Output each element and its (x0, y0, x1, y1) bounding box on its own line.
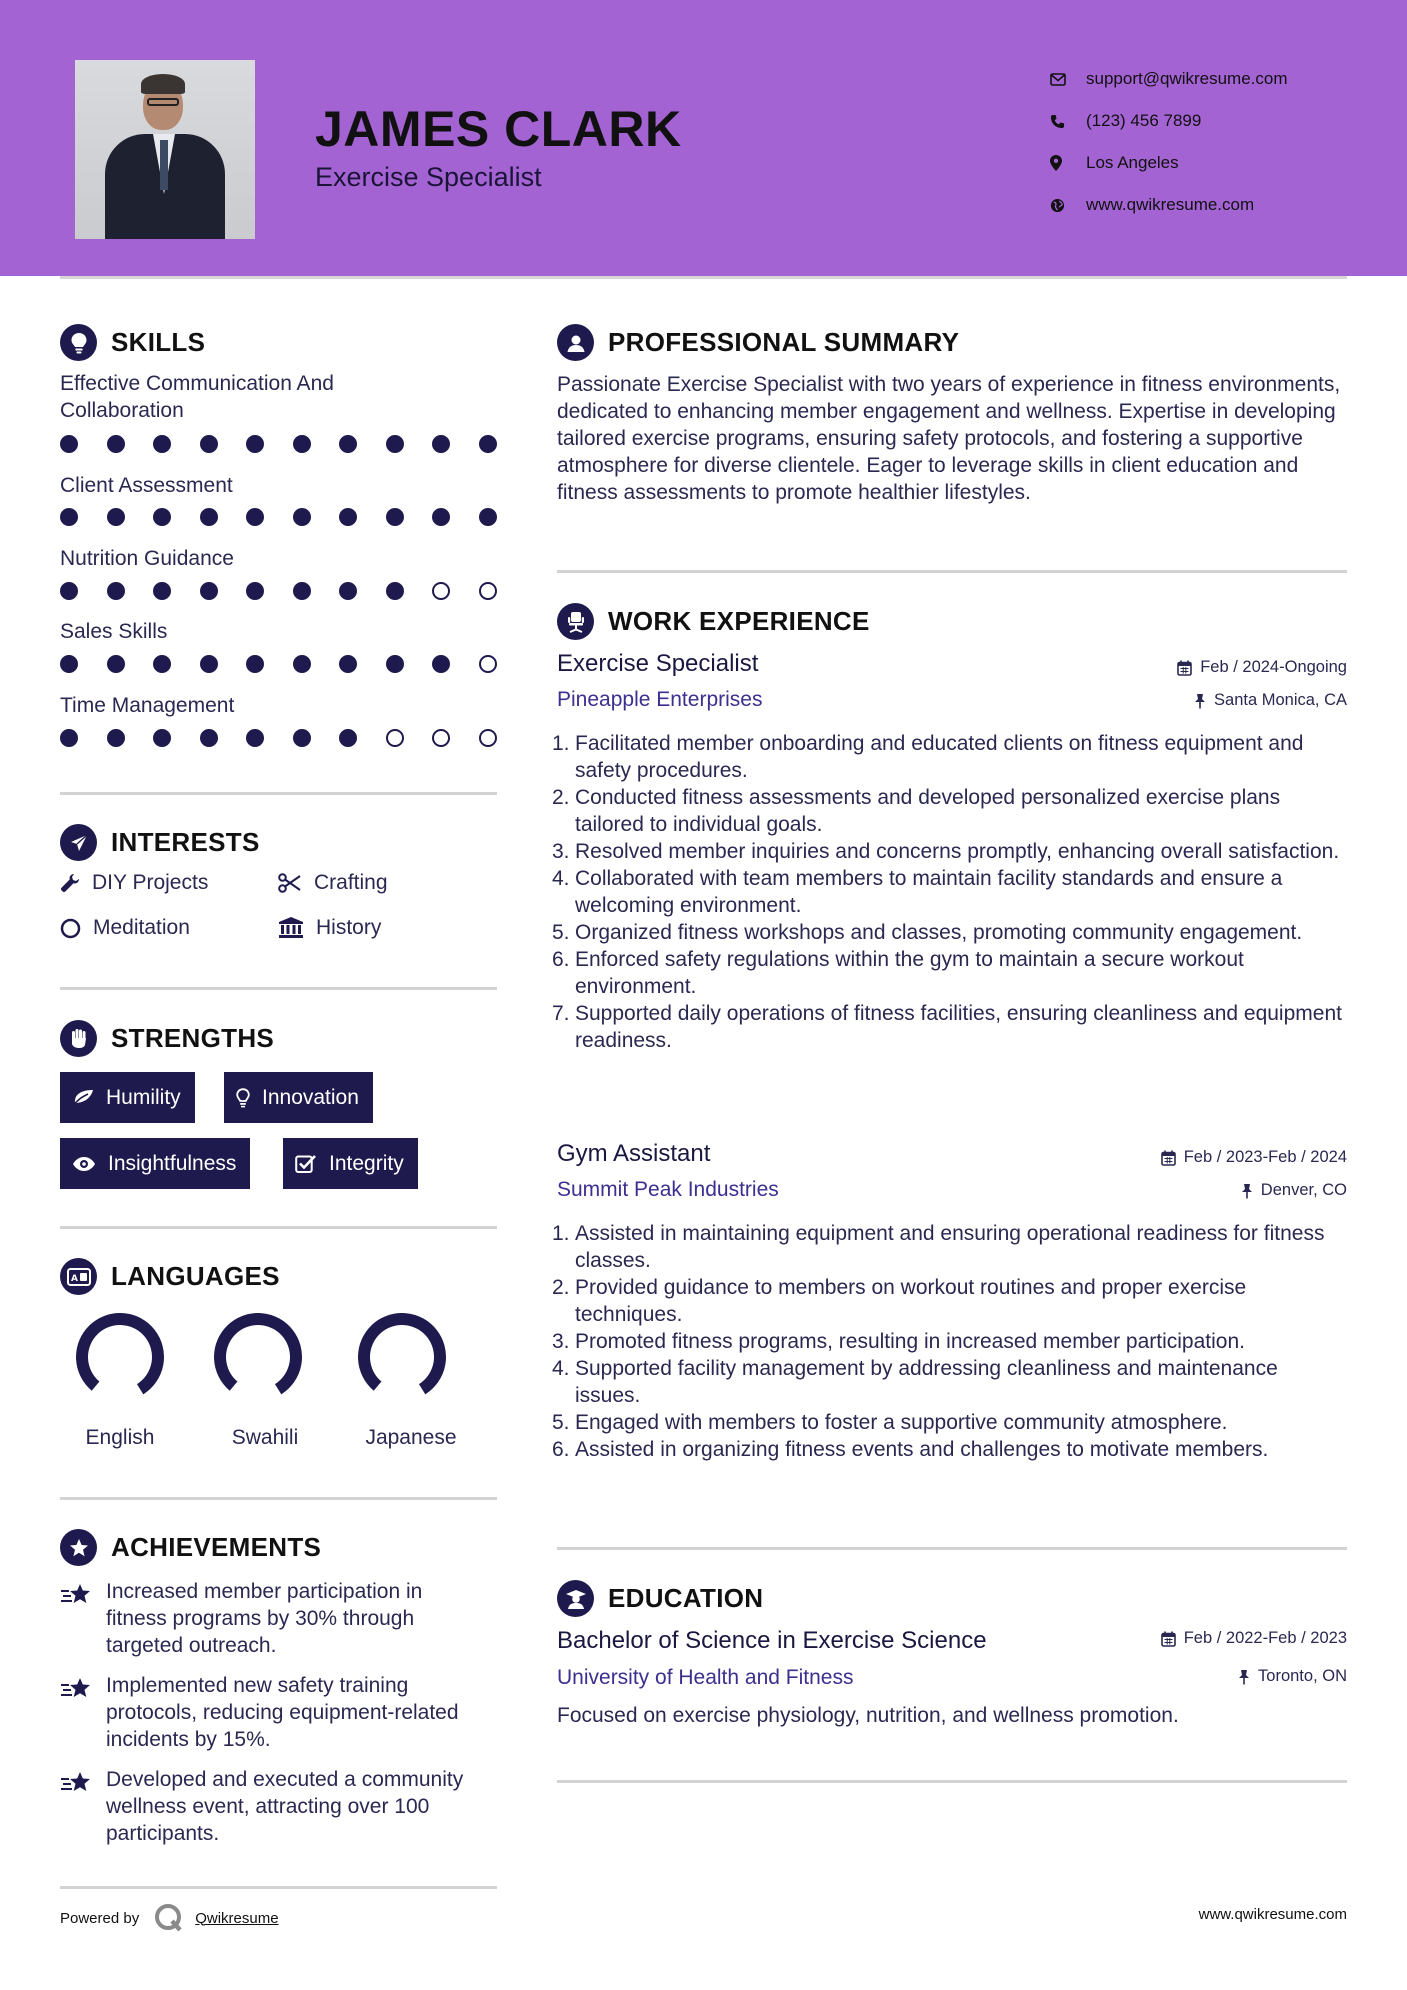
interest-item: Crafting (278, 871, 388, 895)
rating-dot-filled (386, 435, 404, 453)
rating-dot-filled (339, 508, 357, 526)
check-square-icon (295, 1154, 317, 1174)
section-divider (60, 1886, 497, 1889)
svg-text:A: A (70, 1273, 78, 1284)
job-bullets (552, 730, 1347, 1054)
rating-dot-empty (479, 729, 497, 747)
education-description: Focused on exercise physiology, nutrition, and wellness promotion. (557, 1704, 1179, 1727)
circle-icon (60, 918, 81, 939)
rating-dot-filled (107, 435, 125, 453)
interest-item: History (278, 916, 381, 940)
rating-dot-filled (107, 508, 125, 526)
summary-text: Passionate Exercise Specialist with two years of experience in fitness environments, dedicated to enhancing member engagement and wellness. Expertise in developing tailored exercise programs, ensuring safety protocols, and fostering a supportive atmosphere for diverse clientele. Eager to leverage skills in client education and fitness assessments to promote healthier lifestyles. (557, 373, 1341, 504)
interests-heading: INTERESTS (60, 824, 260, 861)
rating-dot-empty (432, 729, 450, 747)
rating-dot-filled (339, 435, 357, 453)
section-divider (60, 1226, 497, 1229)
rating-dot-filled (153, 582, 171, 600)
shooting-star-icon (60, 1582, 92, 1608)
skill-rating (60, 435, 525, 453)
candidate-name: JAMES CLARK (315, 101, 682, 157)
rating-dot-filled (107, 729, 125, 747)
skill-name: Time Management (60, 694, 235, 717)
rating-dot-filled (153, 655, 171, 673)
rating-dot-filled (246, 582, 264, 600)
interest-item: Meditation (60, 916, 190, 940)
education-heading: EDUCATION (557, 1580, 763, 1617)
section-divider (60, 792, 497, 795)
job-bullet: 6. Assisted in organizing fitness events and challenges to motivate members. (552, 1438, 1269, 1461)
language-ring (348, 1310, 455, 1411)
degree-title: Bachelor of Science in Exercise Science (557, 1627, 987, 1654)
interest-item: DIY Projects (60, 871, 208, 895)
qwikresume-link[interactable]: Qwikresume (195, 1909, 279, 1927)
rating-dot-filled (200, 655, 218, 673)
achievement-item: Developed and executed a community wellness event, attracting over 100 participants. (60, 1766, 480, 1847)
rating-dot-filled (153, 435, 171, 453)
education-dates: Feb / 2022-Feb / 2023 (1161, 1629, 1347, 1648)
profile-photo (75, 60, 255, 239)
header-divider (60, 276, 1347, 279)
header-banner (0, 0, 1407, 276)
job-bullet: 6. Enforced safety regulations within the gym to maintain a secure workout environment. (552, 948, 1244, 998)
rating-dot-filled (246, 729, 264, 747)
achievement-item: Increased member participation in fitness programs by 30% through targeted outreach. (60, 1578, 480, 1659)
job-dates: Feb / 2024-Ongoing (1177, 658, 1347, 677)
rating-dot-filled (153, 508, 171, 526)
skill-rating (60, 508, 525, 526)
calendar-icon (1177, 660, 1192, 676)
rating-dot-filled (246, 655, 264, 673)
job-bullet: 4. Collaborated with team members to maintain facility standards and ensure a welcoming environment. (552, 867, 1283, 917)
job-bullet: 2. Provided guidance to members on workout routines and proper exercise techniques. (552, 1276, 1247, 1326)
rating-dot-filled (246, 435, 264, 453)
map-pin-icon (1050, 155, 1086, 171)
rating-dot-empty (386, 729, 404, 747)
section-divider (557, 1780, 1347, 1783)
user-icon (557, 324, 594, 361)
job-bullet: 3. Resolved member inquiries and concerns promptly, enhancing overall satisfaction. (552, 840, 1340, 863)
lightbulb-icon (60, 324, 97, 361)
envelope-icon (1050, 73, 1086, 86)
skill-rating (60, 582, 525, 600)
language-label: Swahili (231, 1426, 299, 1449)
achievement-item: Implemented new safety training protocols, reducing equipment-related incidents by 15%. (60, 1672, 480, 1753)
phone-icon (1050, 114, 1086, 129)
job-bullet: 1. Assisted in maintaining equipment and ensuring operational readiness for fitness classes. (552, 1222, 1325, 1272)
rating-dot-empty (432, 582, 450, 600)
rating-dot-filled (200, 508, 218, 526)
language-ring (66, 1310, 173, 1411)
rating-dot-filled (60, 729, 78, 747)
skills-heading: SKILLS (60, 324, 205, 361)
rating-dot-filled (200, 729, 218, 747)
section-divider (557, 1547, 1347, 1550)
rating-dot-filled (200, 582, 218, 600)
scissors-icon (278, 873, 302, 893)
wrench-icon (60, 873, 80, 893)
rating-dot-filled (432, 435, 450, 453)
language-ring (204, 1310, 311, 1411)
job-bullets (552, 1220, 1347, 1463)
skill-name: Sales Skills (60, 620, 168, 643)
rating-dot-filled (386, 508, 404, 526)
rating-dot-filled (200, 435, 218, 453)
rating-dot-filled (432, 508, 450, 526)
shooting-star-icon (60, 1770, 92, 1796)
job-bullet: 7. Supported daily operations of fitness facilities, ensuring cleanliness and equipment readiness. (552, 1002, 1342, 1052)
rating-dot-filled (386, 655, 404, 673)
pushpin-icon (1194, 693, 1206, 709)
rating-dot-filled (107, 655, 125, 673)
rating-dot-filled (339, 729, 357, 747)
rating-dot-filled (107, 582, 125, 600)
rating-dot-filled (386, 582, 404, 600)
job-title: Gym Assistant (557, 1140, 711, 1167)
rating-dot-filled (293, 655, 311, 673)
rating-dot-filled (339, 582, 357, 600)
language-label: Japanese (365, 1426, 457, 1449)
pushpin-icon (1238, 1669, 1250, 1685)
strength-tag: Innovation (224, 1072, 373, 1123)
school-name: University of Health and Fitness (557, 1666, 854, 1689)
strength-tag: Integrity (283, 1138, 418, 1189)
strengths-heading: STRENGTHS (60, 1020, 274, 1057)
summary-heading: PROFESSIONAL SUMMARY (557, 324, 959, 361)
job-bullet: 4. Supported facility management by addressing cleanliness and maintenance issues. (552, 1357, 1278, 1407)
rating-dot-filled (60, 655, 78, 673)
star-badge-icon (60, 1529, 97, 1566)
rating-dot-filled (246, 508, 264, 526)
calendar-icon (1161, 1150, 1176, 1166)
job-dates: Feb / 2023-Feb / 2024 (1161, 1148, 1347, 1167)
fist-icon (60, 1020, 97, 1057)
rating-dot-filled (153, 729, 171, 747)
rating-dot-filled (293, 582, 311, 600)
company-name: Pineapple Enterprises (557, 688, 763, 711)
strength-tag: Insightfulness (60, 1138, 250, 1189)
achievements-heading: ACHIEVEMENTS (60, 1529, 321, 1566)
rating-dot-filled (293, 435, 311, 453)
strength-tag: Humility (60, 1072, 195, 1123)
education-location: Toronto, ON (1238, 1667, 1347, 1686)
skill-name: Effective Communication And Collaboration (60, 372, 334, 422)
rating-dot-empty (479, 582, 497, 600)
calendar-icon (1161, 1631, 1176, 1647)
contact-list (1050, 58, 1288, 226)
skill-name: Client Assessment (60, 474, 233, 497)
contact-phone[interactable]: (123) 456 7899 (1050, 100, 1288, 142)
footer-website[interactable]: www.qwikresume.com (1198, 1906, 1347, 1923)
section-divider (60, 987, 497, 990)
job-location: Denver, CO (1241, 1181, 1347, 1200)
job-location: Santa Monica, CA (1194, 691, 1347, 710)
skill-rating (60, 655, 525, 673)
rating-dot-filled (60, 582, 78, 600)
language-label: English (85, 1426, 155, 1449)
museum-icon (278, 917, 304, 939)
skill-name: Nutrition Guidance (60, 547, 234, 570)
company-name: Summit Peak Industries (557, 1178, 779, 1201)
office-chair-icon (557, 603, 594, 640)
skill-rating (60, 729, 525, 747)
job-bullet: 5. Engaged with members to foster a supportive community atmosphere. (552, 1411, 1228, 1434)
contact-location: Los Angeles (1050, 142, 1288, 184)
contact-website[interactable]: www.qwikresume.com (1050, 184, 1288, 226)
rating-dot-filled (479, 508, 497, 526)
job-bullet: 5. Organized fitness workshops and classes, promoting community engagement. (552, 921, 1303, 944)
graduate-icon (557, 1580, 594, 1617)
eye-icon (72, 1156, 96, 1172)
language-rings (60, 1310, 500, 1420)
job-bullet: 2. Conducted fitness assessments and developed personalized exercise plans tailored to individual goals. (552, 786, 1281, 836)
paper-plane-icon (60, 824, 97, 861)
rating-dot-filled (432, 655, 450, 673)
qwikresume-logo-icon (153, 1903, 185, 1933)
section-divider (557, 570, 1347, 573)
candidate-title: Exercise Specialist (315, 162, 542, 192)
rating-dot-filled (339, 655, 357, 673)
pushpin-icon (1241, 1183, 1253, 1199)
job-bullet: 3. Promoted fitness programs, resulting in increased member participation. (552, 1330, 1245, 1353)
rating-dot-filled (479, 435, 497, 453)
rating-dot-filled (60, 435, 78, 453)
rating-dot-empty (479, 655, 497, 673)
rating-dot-filled (293, 729, 311, 747)
footer-powered-by: Powered by Qwikresume (60, 1903, 279, 1933)
rating-dot-filled (293, 508, 311, 526)
job-bullet: 1. Facilitated member onboarding and educated clients on fitness equipment and safety procedures. (552, 732, 1304, 782)
lightbulb-icon (236, 1088, 250, 1108)
section-divider (60, 1497, 497, 1500)
shooting-star-icon (60, 1676, 92, 1702)
rating-dot-filled (60, 508, 78, 526)
globe-icon (1050, 198, 1086, 213)
contact-email[interactable]: support@qwikresume.com (1050, 58, 1288, 100)
leaf-icon (72, 1089, 94, 1107)
job-title: Exercise Specialist (557, 650, 759, 677)
experience-heading: WORK EXPERIENCE (557, 603, 870, 640)
languages-heading: A LANGUAGES (60, 1258, 280, 1295)
language-card-icon (60, 1258, 97, 1295)
